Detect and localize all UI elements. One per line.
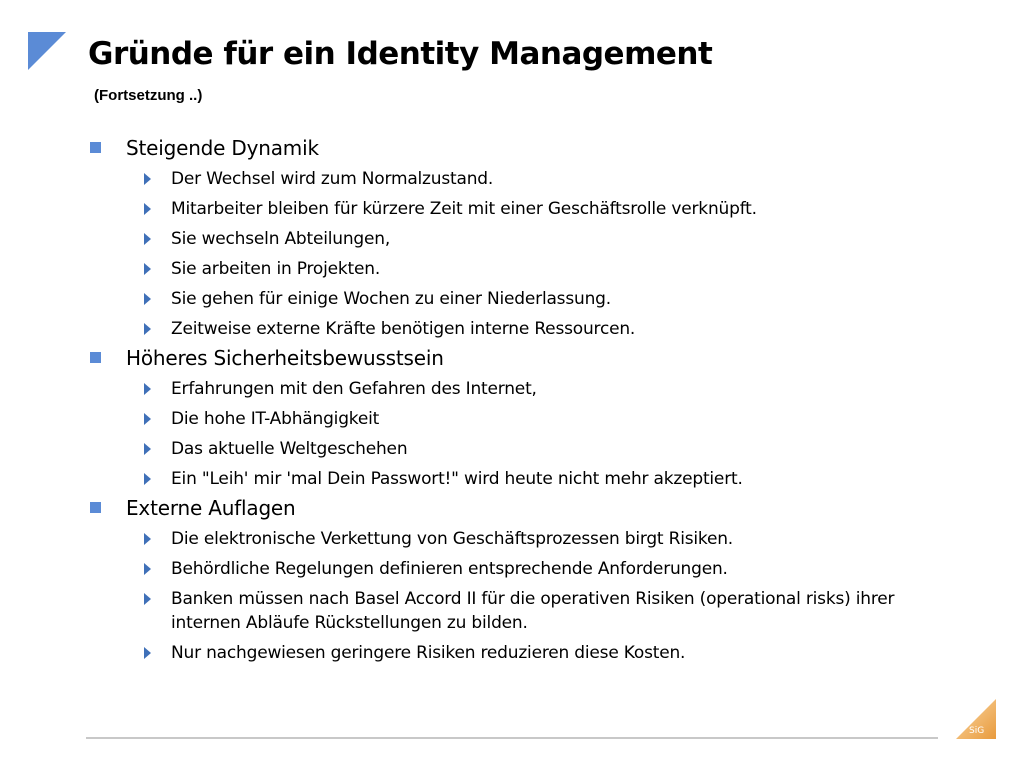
list-item bbox=[88, 224, 948, 254]
slide-content bbox=[88, 134, 948, 668]
arrow-bullet-icon bbox=[144, 233, 151, 245]
arrow-bullet-icon bbox=[144, 443, 151, 455]
section-sicherheitsbewusstsein bbox=[88, 344, 948, 494]
list-item-text: Das aktuelle Weltgeschehen bbox=[171, 439, 408, 459]
list-item bbox=[88, 554, 948, 584]
list-item-text: Behördliche Regelungen definieren entsprechende Anforderungen. bbox=[171, 559, 728, 579]
bullet-heading bbox=[88, 344, 948, 374]
arrow-bullet-icon bbox=[144, 293, 151, 305]
list-item-text: Die elektronische Verkettung von Geschäftsprozessen birgt Risiken. bbox=[171, 529, 733, 549]
arrow-bullet-icon bbox=[144, 383, 151, 395]
bullet-heading bbox=[88, 134, 948, 164]
list-item bbox=[88, 434, 948, 464]
square-bullet-icon bbox=[90, 142, 101, 153]
slide-subtitle: (Fortsetzung ..) bbox=[94, 87, 203, 104]
list-item bbox=[88, 314, 948, 344]
arrow-bullet-icon bbox=[144, 473, 151, 485]
list-item bbox=[88, 374, 948, 404]
list-item-text: Sie wechseln Abteilungen, bbox=[171, 229, 391, 249]
arrow-bullet-icon bbox=[144, 593, 151, 605]
list-item-text: Die hohe IT-Abhängigkeit bbox=[171, 409, 380, 429]
square-bullet-icon bbox=[90, 352, 101, 363]
list-item-text: Mitarbeiter bleiben für kürzere Zeit mit einer Geschäftsrolle verknüpft. bbox=[171, 199, 757, 219]
list-item bbox=[88, 284, 948, 314]
list-item bbox=[88, 638, 948, 668]
arrow-bullet-icon bbox=[144, 533, 151, 545]
list-item-text: Sie gehen für einige Wochen zu einer Niederlassung. bbox=[171, 289, 611, 309]
list-item-text: Zeitweise externe Kräfte benötigen interne Ressourcen. bbox=[171, 319, 636, 339]
list-item bbox=[88, 164, 948, 194]
corner-triangle-logo bbox=[28, 32, 66, 70]
list-item-text: Erfahrungen mit den Gefahren des Internet, bbox=[171, 379, 537, 399]
arrow-bullet-icon bbox=[144, 413, 151, 425]
sig-badge-text: SiG bbox=[969, 726, 985, 736]
list-item bbox=[88, 464, 948, 494]
list-item-text: Sie arbeiten in Projekten. bbox=[171, 259, 381, 279]
list-item-text: Der Wechsel wird zum Normalzustand. bbox=[171, 169, 494, 189]
section-externe-auflagen bbox=[88, 494, 948, 668]
arrow-bullet-icon bbox=[144, 323, 151, 335]
list-item bbox=[88, 194, 948, 224]
arrow-bullet-icon bbox=[144, 263, 151, 275]
list-item-text: Banken müssen nach Basel Accord II für die operativen Risiken (operational risks) ihrer internen Abläufe Rückstellungen zu bilden. bbox=[171, 589, 895, 633]
arrow-bullet-icon bbox=[144, 203, 151, 215]
square-bullet-icon bbox=[90, 502, 101, 513]
footer-divider bbox=[86, 737, 938, 739]
slide-title: Gründe für ein Identity Management bbox=[88, 36, 713, 72]
arrow-bullet-icon bbox=[144, 647, 151, 659]
list-item bbox=[88, 254, 948, 284]
bullet-heading-text: Höheres Sicherheitsbewusstsein bbox=[126, 346, 444, 370]
bullet-heading bbox=[88, 494, 948, 524]
bullet-heading-text: Steigende Dynamik bbox=[126, 136, 319, 160]
list-item bbox=[88, 404, 948, 434]
bullet-heading-text: Externe Auflagen bbox=[126, 496, 296, 520]
list-item bbox=[88, 584, 948, 638]
list-item-text: Nur nachgewiesen geringere Risiken reduzieren diese Kosten. bbox=[171, 643, 686, 663]
arrow-bullet-icon bbox=[144, 173, 151, 185]
arrow-bullet-icon bbox=[144, 563, 151, 575]
list-item bbox=[88, 524, 948, 554]
section-steigende-dynamik bbox=[88, 134, 948, 344]
list-item-text: Ein "Leih' mir 'mal Dein Passwort!" wird heute nicht mehr akzeptiert. bbox=[171, 469, 743, 489]
